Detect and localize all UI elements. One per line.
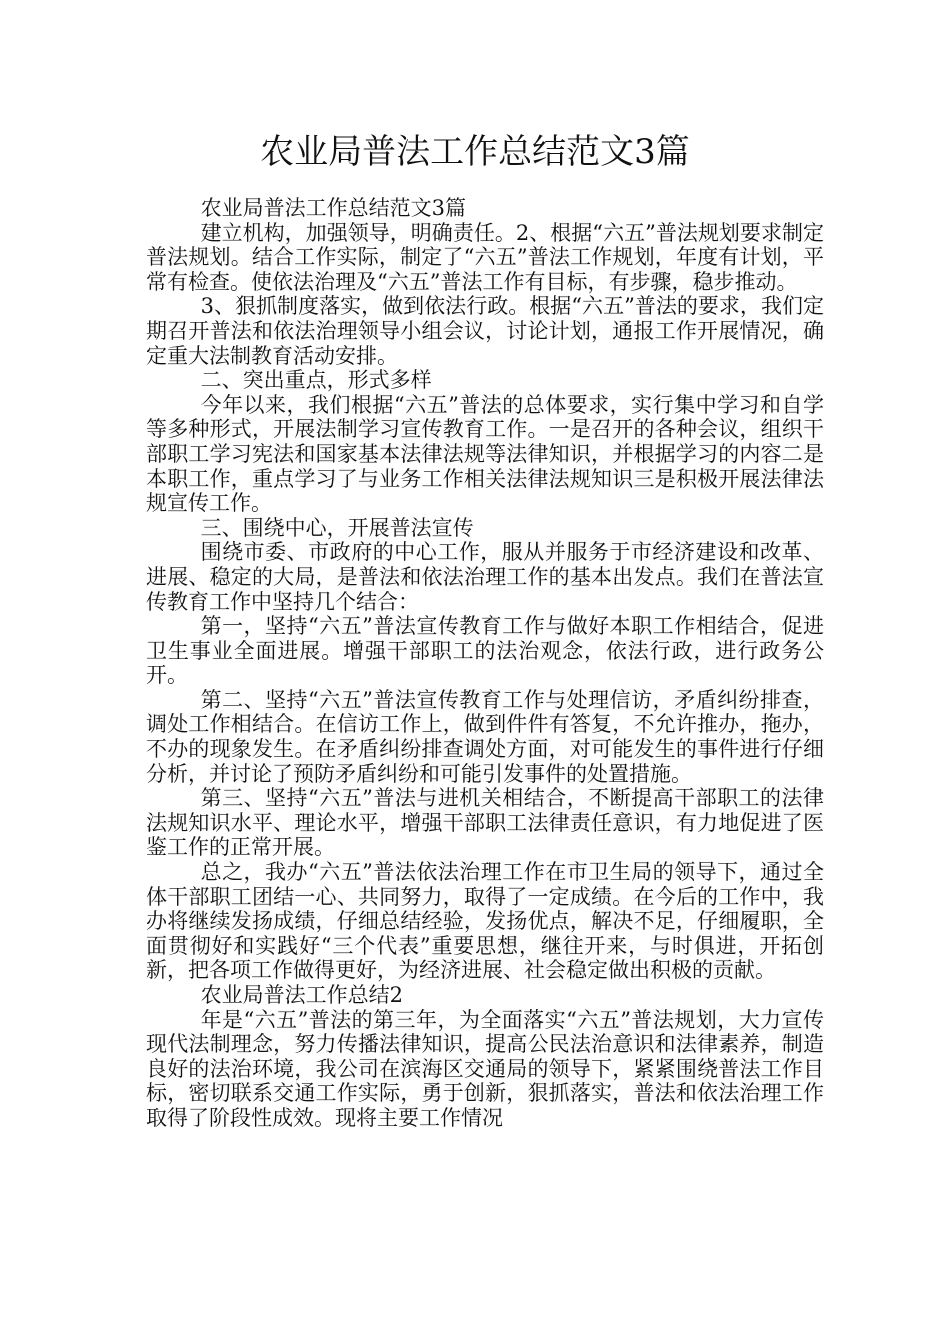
paragraph: 围绕市委、市政府的中心工作，服从并服务于市经济建设和改革、进展、稳定的大局，是普法和依法治理工作的基本出发点。我们在普法宣传教育工作中坚持几个结合： (146, 540, 824, 614)
paragraph: 3、狠抓制度落实，做到依法行政。根据“六五”普法的要求，我们定期召开普法和依法治理领导小组会议，讨论计划，通报工作开展情况，确定重大法制教育活动安排。 (146, 294, 824, 368)
paragraph: 第一，坚持“六五”普法宣传教育工作与做好本职工作相结合，促进卫生事业全面进展。增强干部职工的法治观念，依法行政，进行政务公开。 (146, 614, 824, 688)
paragraph: 第二、坚持“六五”普法宣传教育工作与处理信访，矛盾纠纷排查，调处工作相结合。在信访工作上，做到件件有答复，不允许推办，拖办，不办的现象发生。在矛盾纠纷排查调处方面，对可能发生的事件进行仔细分析，并讨论了预防矛盾纠纷和可能引发事件的处置措施。 (146, 687, 824, 786)
section-heading: 二、突出重点，形式多样 (200, 368, 432, 393)
paragraph: 建立机构，加强领导，明确责任。2、根据“六五”普法规划要求制定普法规划。结合工作实际，制定了“六五”普法工作规划，年度有计划，平常有检查。使依法治理及“六五”普法工作有目标，有步骤，稳步推动。 (146, 220, 824, 294)
paragraph: 今年以来，我们根据“六五”普法的总体要求，实行集中学习和自学等多种形式，开展法制学习宣传教育工作。一是召开的各种会议，组织干部职工学习宪法和国家基本法律法规等法律知识，并根据学习的内容二是本职工作，重点学习了与业务工作相关法律法规知识三是积极开展法律法规宣传工作。 (146, 392, 824, 516)
document-title: 农业局普法工作总结范文3篇 (260, 132, 690, 172)
paragraph: 年是“六五”普法的第三年，为全面落实“六五”普法规划，大力宣传现代法制理念，努力传播法律知识，提高公民法治意识和法律素养，制造良好的法治环境，我公司在滨海区交通局的领导下，紧紧围绕普法工作目标，密切联系交通工作实际，勇于创新，狠抓落实，普法和依法治理工作取得了阶段性成效。现将主要工作情况 (146, 1007, 824, 1130)
paragraph: 农业局普法工作总结范文3篇 (200, 196, 466, 220)
paragraph: 第三、坚持“六五”普法与进机关相结合，不断提高干部职工的法律法规知识水平、理论水平，增强干部职工法律责任意识，有力地促进了医鉴工作的正常开展。 (146, 786, 824, 860)
section-heading: 农业局普法工作总结2 (200, 983, 403, 1007)
section-heading: 三、围绕中心，开展普法宣传 (200, 515, 474, 540)
document-body (146, 196, 824, 1131)
paragraph: 总之，我办“六五”普法依法治理工作在市卫生局的领导下，通过全体干部职工团结一心、共同努力，取得了一定成绩。在今后的工作中，我办将继续发扬成绩，仔细总结经验，发扬优点，解决不足，仔细履职，全面贯彻好和实践好“三个代表”重要思想，继往开来，与时俱进，开拓创新，把各项工作做得更好，为经济进展、社会稳定做出积极的贡献。 (146, 860, 824, 983)
